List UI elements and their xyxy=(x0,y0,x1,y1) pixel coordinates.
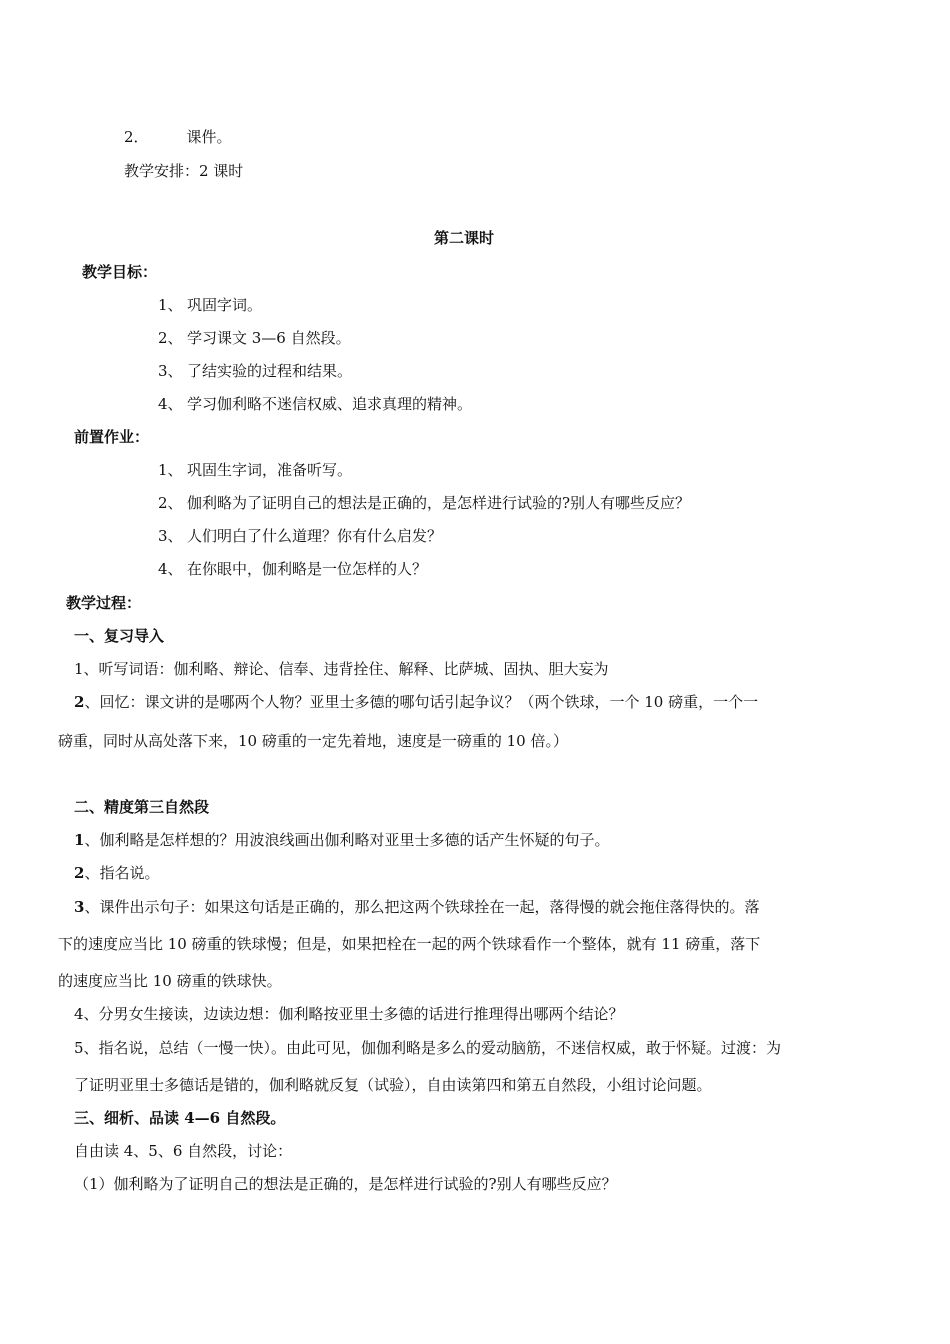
section-2-paragraph: 1、伽利略是怎样想的？用波浪线画出伽利略对亚里士多德的话产生怀疑的句子。 xyxy=(74,831,610,849)
section-2-paragraph-continued: 下的速度应当比 10 磅重的铁球慢；但是，如果把栓在一起的两个铁球看作一个整体，就有 11 磅重，落下 xyxy=(58,935,761,953)
section-2-paragraph-continued: 的速度应当比 10 磅重的铁球快。 xyxy=(58,972,282,990)
section-1-title: 一、复习导入 xyxy=(74,627,165,645)
homework-heading: 前置作业： xyxy=(74,428,150,446)
goal-item: 1、 巩固字词。 xyxy=(158,296,263,314)
goals-heading: 教学目标： xyxy=(82,263,158,281)
homework-item: 3、 人们明白了什么道理？你有什么启发？ xyxy=(158,527,443,545)
goal-item: 3、 了结实验的过程和结果。 xyxy=(158,362,353,380)
homework-item: 2、 伽利略为了证明自己的想法是正确的，是怎样进行试验的?别人有哪些反应？ xyxy=(158,494,691,512)
section-2-paragraph-continued: 了证明亚里士多德话是错的，伽利略就反复（试验），自由读第四和第五自然段，小组讨论问题。 xyxy=(74,1076,712,1094)
homework-item: 4、 在你眼中，伽利略是一位怎样的人？ xyxy=(158,560,428,578)
section-1-paragraph-continued: 磅重，同时从高处落下来，10 磅重的一定先着地，速度是一磅重的 10 倍。） xyxy=(58,732,568,750)
section-1-paragraph: 2、回忆：课文讲的是哪两个人物？亚里士多德的哪句话引起争议？（两个铁球，一个 10 磅重，一个一 xyxy=(74,693,759,711)
goal-item: 4、 学习伽利略不迷信权威、追求真理的精神。 xyxy=(158,395,473,413)
section-2-paragraph: 3、课件出示句子：如果这句话是正确的，那么把这两个铁球拴在一起，落得慢的就会拖住落得快的。落 xyxy=(74,898,760,916)
section-2-paragraph: 4、分男女生接读，边读边想：伽利略按亚里士多德的话进行推理得出哪两个结论？ xyxy=(74,1005,624,1023)
prep-item-2 xyxy=(124,127,232,147)
teaching-schedule: 教学安排：2 课时 xyxy=(124,162,244,180)
goal-item: 2、 学习课文 3—6 自然段。 xyxy=(158,329,351,347)
section-3-paragraph: （1）伽利略为了证明自己的想法是正确的，是怎样进行试验的?别人有哪些反应？ xyxy=(74,1175,617,1193)
section-1-paragraph: 1、听写词语：伽利略、辩论、信奉、违背拴住、解释、比萨城、固执、胆大妄为 xyxy=(74,660,609,678)
section-2-paragraph: 2、指名说。 xyxy=(74,864,160,882)
section-2-paragraph: 5、指名说，总结（一慢一快）。由此可见，伽伽利略是多么的爱动脑筋，不迷信权威，敢于怀疑。过渡：为 xyxy=(74,1039,782,1057)
prep-item-2-number: 2． xyxy=(124,128,149,146)
section-3-paragraph: 自由读 4、5、6 自然段，讨论： xyxy=(74,1142,293,1160)
homework-item: 1、 巩固生字词，准备听写。 xyxy=(158,461,353,479)
prep-item-2-text: 课件。 xyxy=(186,128,232,146)
process-heading: 教学过程： xyxy=(66,594,142,612)
lesson-title: 第二课时 xyxy=(433,229,494,247)
section-2-title: 二、精度第三自然段 xyxy=(74,798,210,816)
section-3-title: 三、细析、品读 4—6 自然段。 xyxy=(74,1109,286,1127)
